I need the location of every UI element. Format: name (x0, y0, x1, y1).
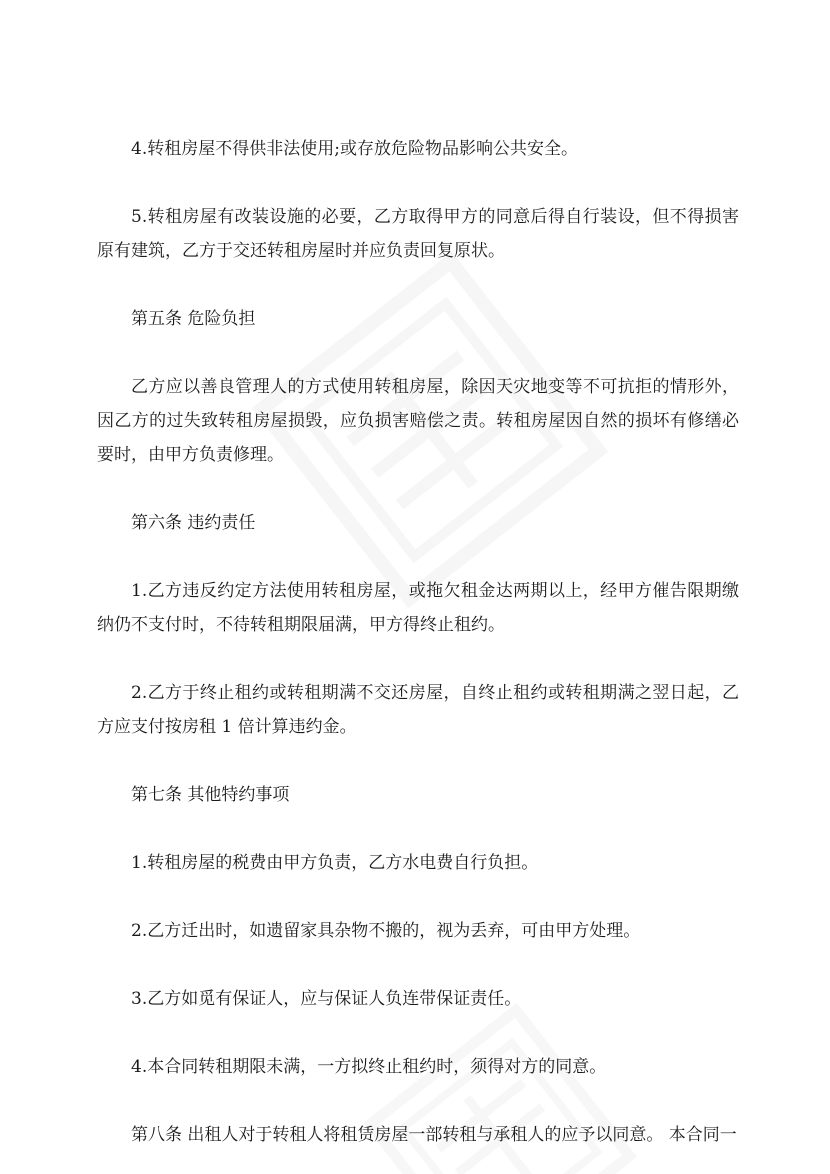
article-8-text: 第八条 出租人对于转租人将租赁房屋一部转租与承租人的应予以同意。 本合同一 (131, 1125, 737, 1145)
article-6-clause-2: 2.乙方于终止租约或转租期满不交还房屋，自终止租约或转租期满之翌日起，乙方应支付按房租 1 倍计算违约金。 (97, 683, 739, 737)
article-6-clause-1: 1.乙方违反约定方法使用转租房屋，或拖欠租金达两期以上，经甲方催告限期缴纳仍不支付时，不待转租期限届满，甲方得终止租约。 (97, 581, 739, 635)
document-body (97, 132, 739, 1174)
article-7-clause-4: 4.本合同转租期限未满，一方拟终止租约时，须得对方的同意。 (131, 1057, 607, 1077)
clause-4-illegal-use: 4.转租房屋不得供非法使用;或存放危险物品影响公共安全。 (131, 139, 578, 159)
article-7-clause-1: 1.转租房屋的税费由甲方负责，乙方水电费自行负担。 (131, 853, 539, 873)
article-5-heading: 第五条 危险负担 (131, 309, 256, 329)
clause-5-modifications: 5.转租房屋有改装设施的必要，乙方取得甲方的同意后得自行装设，但不得损害原有建筑，乙方于交还转租房屋时并应负责回复原状。 (97, 207, 739, 261)
article-7-clause-2: 2.乙方迁出时，如遗留家具杂物不搬的，视为丢弃，可由甲方处理。 (131, 921, 641, 941)
article-7-heading: 第七条 其他特约事项 (131, 785, 290, 805)
article-6-heading: 第六条 违约责任 (131, 513, 256, 533)
article-5-risk-text: 乙方应以善良管理人的方式使用转租房屋，除因天灾地变等不可抗拒的情形外，因乙方的过失致转租房屋损毁，应负损害赔偿之责。转租房屋因自然的损坏有修缮必要时，由甲方负责修理。 (97, 377, 739, 465)
article-7-clause-3: 3.乙方如觅有保证人，应与保证人负连带保证责任。 (131, 989, 522, 1009)
